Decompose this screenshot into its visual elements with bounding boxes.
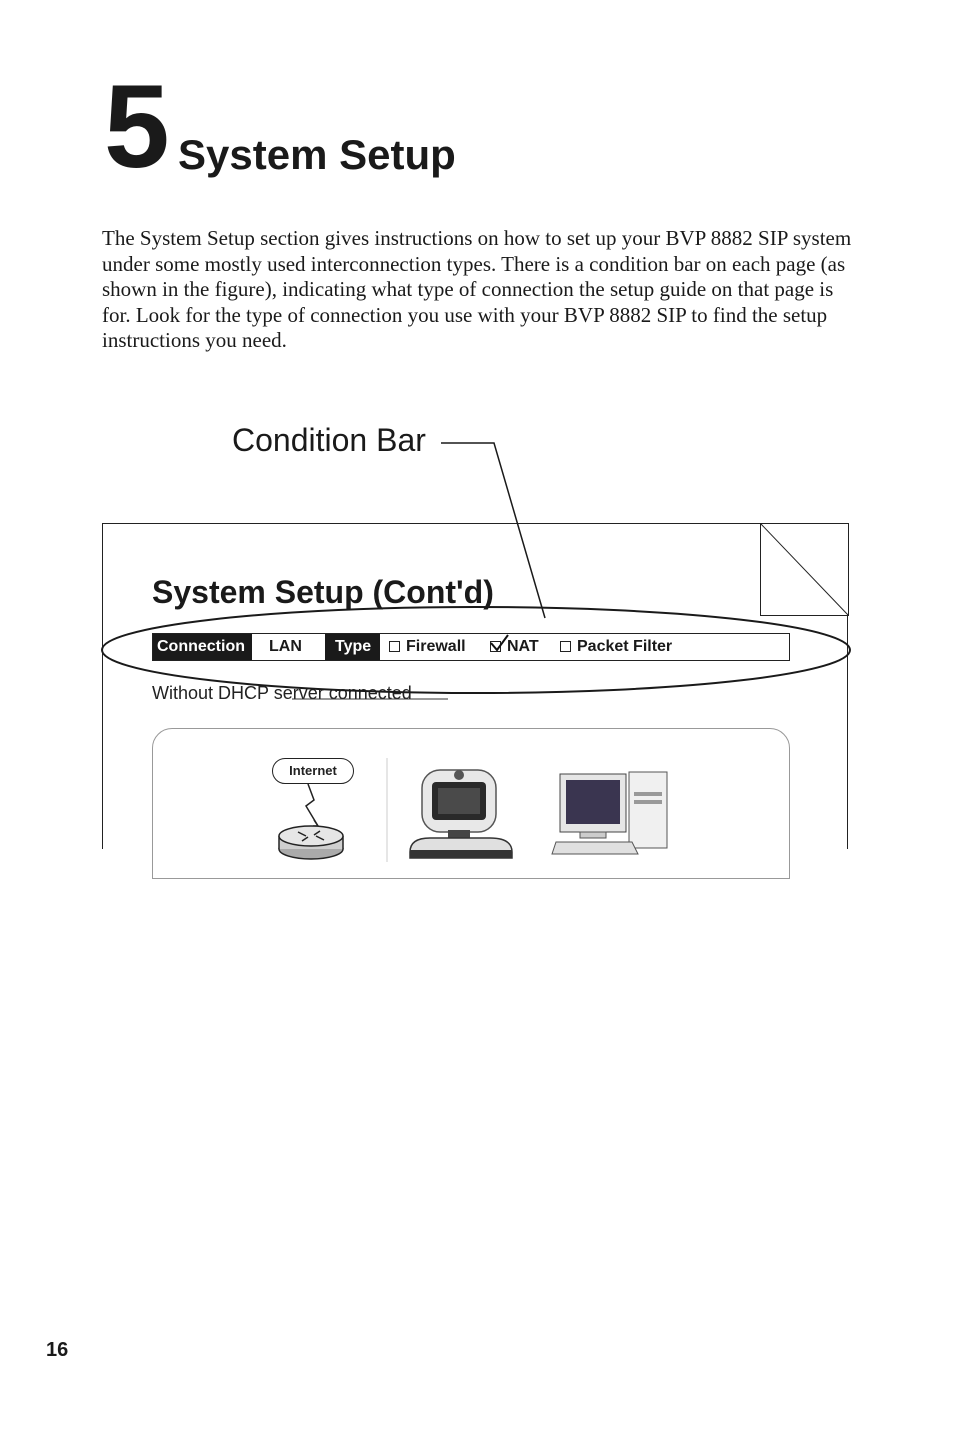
- page-number: 16: [46, 1339, 69, 1361]
- option-nat: [490, 634, 539, 660]
- figure-subtitle: Without DHCP server connected: [152, 683, 412, 703]
- option-packet-filter-label: Packet Filter: [577, 638, 673, 655]
- connection-value: LAN: [269, 638, 302, 655]
- chapter-number: 5: [104, 61, 170, 193]
- chapter-title: System Setup: [178, 131, 456, 178]
- condition-bar: [152, 633, 790, 661]
- condition-bar-callout: Condition Bar: [232, 422, 426, 458]
- option-firewall-label: Firewall: [406, 638, 466, 655]
- checkmark-icon: [489, 634, 509, 654]
- internet-cloud: Internet: [272, 758, 354, 784]
- option-packet-filter: [560, 634, 672, 660]
- connection-label: Connection: [153, 634, 252, 660]
- checkbox-nat: [490, 641, 501, 652]
- type-label: Type: [325, 634, 380, 660]
- figure-title: System Setup (Cont'd): [152, 574, 494, 610]
- option-nat-label: NAT: [507, 638, 539, 655]
- network-diagram-panel: [152, 728, 790, 879]
- checkbox-packet-filter: [560, 641, 571, 652]
- page-fold-corner: [760, 523, 849, 616]
- option-firewall: [389, 634, 466, 660]
- intro-paragraph: The System Setup section gives instructions on how to set up your BVP 8882 SIP system under some mostly used interconnection types. There is a condition bar on each page (as shown in the figure), indicating what type of connection the setup guide on that page is for. Look for the type of connection you use with your BVP 8882 SIP to find the setup instructions you need.: [102, 226, 852, 352]
- checkbox-firewall: [389, 641, 400, 652]
